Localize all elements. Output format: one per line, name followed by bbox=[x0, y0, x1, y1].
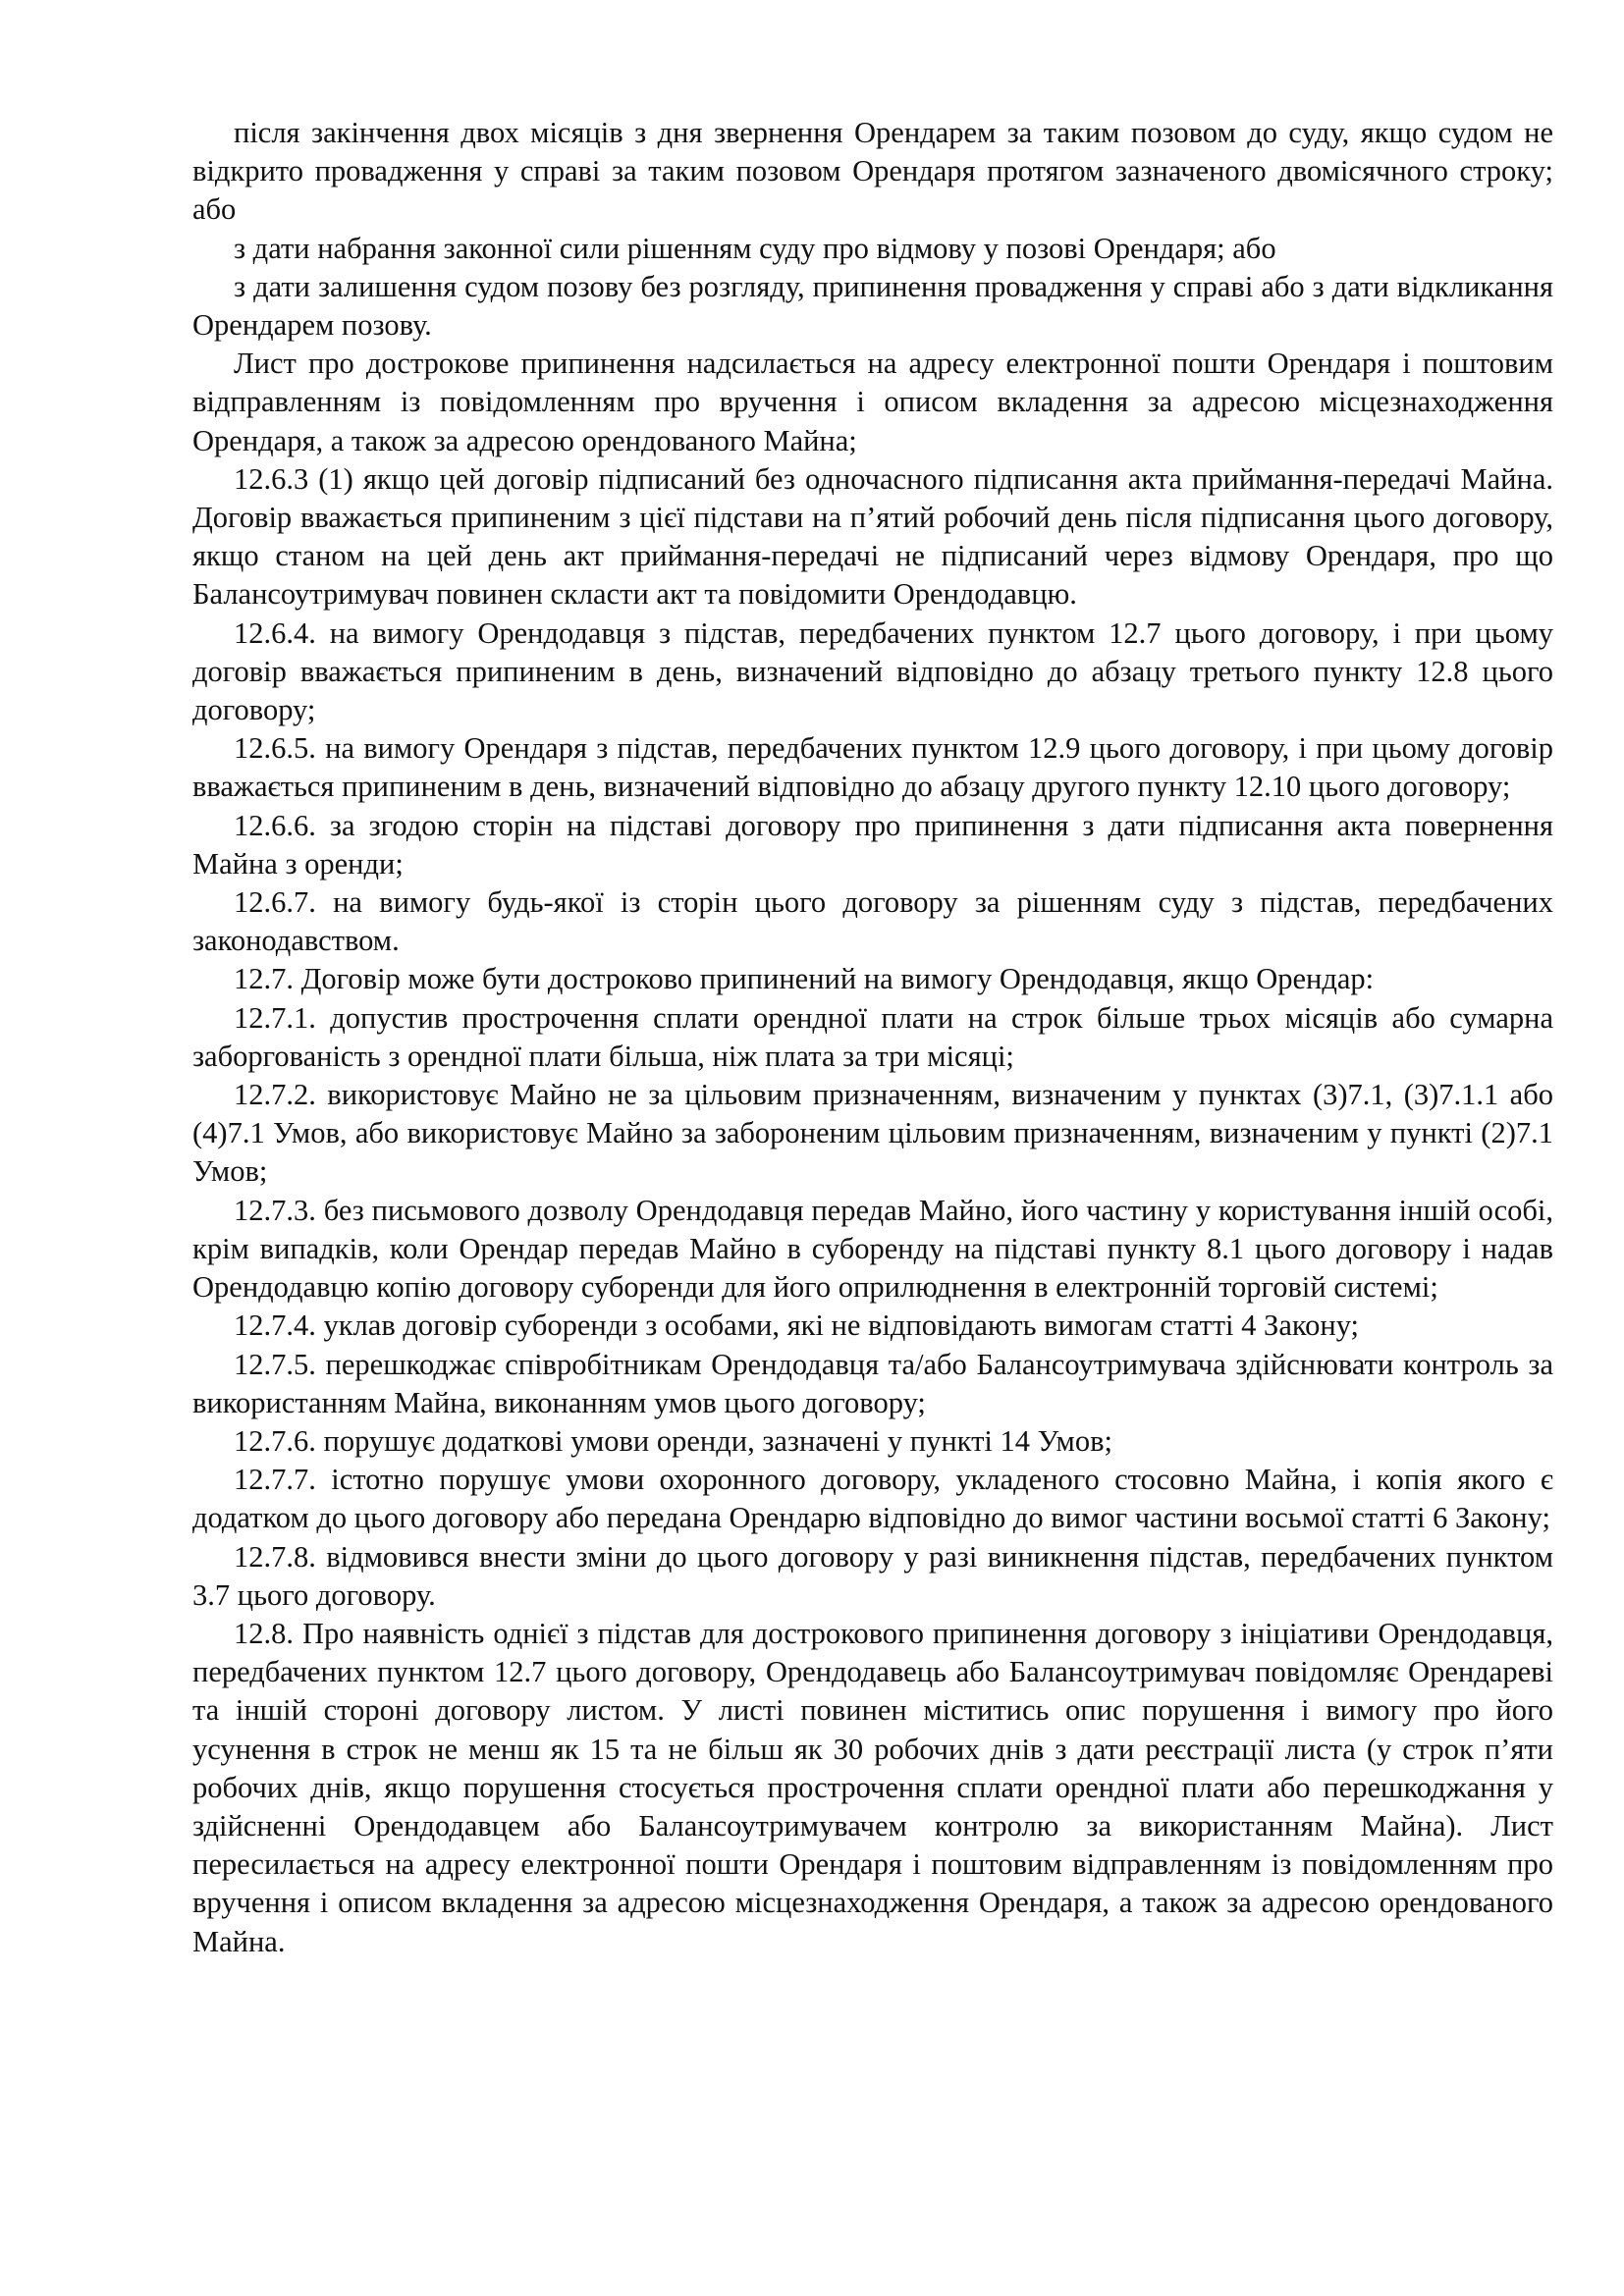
paragraph-12-7-7: 12.7.7. істотно порушує умови охоронного договору, укладеного стосовно Майна, і копія якого є додатком до цього договору або передана Орендарю відповідно до вимог частини восьмої статті 6 Закону; bbox=[192, 1463, 1553, 1535]
paragraph-termination-after-two-months: після закінчення двох місяців з дня звернення Орендарем за таким позовом до суду, якщо судом не відкрито провадження у справі за таким позовом Орендаря протягом зазначеного двомісячного строку; або bbox=[192, 116, 1553, 227]
paragraph-12-6-4: 12.6.4. на вимогу Орендодавця з підстав, передбачених пунктом 12.7 цього договору, і при цьому договір вважається припиненим в день, визначений відповідно до абзацу третього пункту 12.8 цього договору; bbox=[192, 615, 1553, 727]
paragraph-12-6-6: 12.6.6. за згодою сторін на підставі договору про припинення з дати підписання акта повернення Майна з оренди; bbox=[192, 808, 1553, 881]
paragraph-12-7-1: 12.7.1. допустив прострочення сплати орендної плати на строк більше трьох місяців або сумарна заборгованість з орендної плати більша, ніж плата за три місяці; bbox=[192, 1000, 1553, 1073]
paragraph-12-7-5: 12.7.5. перешкоджає співробітникам Орендодавця та/або Балансоутримувача здійснювати контроль за використанням Майна, виконанням умов цього договору; bbox=[192, 1347, 1553, 1419]
paragraph-12-6-5: 12.6.5. на вимогу Орендаря з підстав, передбачених пунктом 12.9 цього договору, і при цьому договір вважається припиненим в день, визначений відповідно до абзацу другого пункту 12.10 цього договору; bbox=[192, 731, 1553, 804]
paragraph-12-7: 12.7. Договір може бути достроково припинений на вимогу Орендодавця, якщо Орендар: bbox=[234, 962, 1375, 996]
paragraph-12-7-8: 12.7.8. відмовився внести зміни до цього договору у разі виникнення підстав, передбачених пунктом 3.7 цього договору. bbox=[192, 1539, 1553, 1612]
paragraph-termination-claim-left-unconsidered: з дати залишення судом позову без розгляду, припинення провадження у справі або з дати відкликання Орендарем позову. bbox=[192, 269, 1553, 343]
paragraph-12-7-6: 12.7.6. порушує додаткові умови оренди, зазначені у пункті 14 Умов; bbox=[234, 1423, 1112, 1458]
paragraph-12-6-3: 12.6.3 (1) якщо цей договір підписаний без одночасного підписання акта приймання-передачі Майна. Договір вважається припиненим з цієї підстави на п’ятий робочий день після підписання цього договору, якщо станом на цей день акт приймання-передачі не підписаний через відмову Орендаря, про що Балансоутримувач повинен скласти акт та повідомити Орендодавцю. bbox=[192, 461, 1553, 612]
paragraph-12-7-2: 12.7.2. використовує Майно не за цільовим призначенням, визначеним у пунктах (3)7.1, (3)7.1.1 або (4)7.1 Умов, або використовує Майно за забороненим цільовим призначенням, визначеним у пункті (2)7.1 Умов; bbox=[192, 1078, 1553, 1189]
paragraph-12-6-7: 12.6.7. на вимогу будь-якої із сторін цього договору за рішенням суду з підстав, передбачених законодавством. bbox=[192, 885, 1553, 958]
paragraph-12-7-4: 12.7.4. уклав договір суборенди з особами, які не відповідають вимогам статті 4 Закону; bbox=[234, 1308, 1360, 1343]
paragraph-termination-court-refusal: з дати набрання законної сили рішенням суду про відмову у позові Орендаря; або bbox=[234, 231, 1276, 265]
document-page bbox=[192, 114, 1553, 1961]
paragraph-12-8: 12.8. Про наявність однієї з підстав для дострокового припинення договору з ініціативи Орендодавця, передбачених пунктом 12.7 цього договору, Орендодавець або Балансоутримувач повідомляє Орендареві та іншій стороні договору листом. У листі повинен міститись опис порушення і вимогу про його усунення в строк не менш як 15 та не більш як 30 робочих днів з дати реєстрації листа (у строк п’яти робочих днів, якщо порушення стосується прострочення сплати орендної плати або перешкоджання у здійсненні Орендодавцем або Балансоутримувачем контролю за використанням Майна). Лист пересилається на адресу електронної пошти Орендаря і поштовим відправленням із повідомленням про вручення і описом вкладення за адресою місцезнаходження Орендаря, а також за адресою орендованого Майна. bbox=[192, 1616, 1553, 1958]
paragraph-12-7-3: 12.7.3. без письмового дозволу Орендодавця передав Майно, його частину у користування іншій особі, крім випадків, коли Орендар передав Майно в суборенду на підставі пункту 8.1 цього договору і надав Орендодавцю копію договору суборенди для його оприлюднення в електронній торговій системі; bbox=[192, 1193, 1553, 1305]
paragraph-termination-letter-delivery: Лист про дострокове припинення надсилається на адресу електронної пошти Орендаря і поштовим відправленням із повідомленням про вручення і описом вкладення за адресою місцезнаходження Орендаря, а також за адресою орендованого Майна; bbox=[192, 347, 1553, 457]
